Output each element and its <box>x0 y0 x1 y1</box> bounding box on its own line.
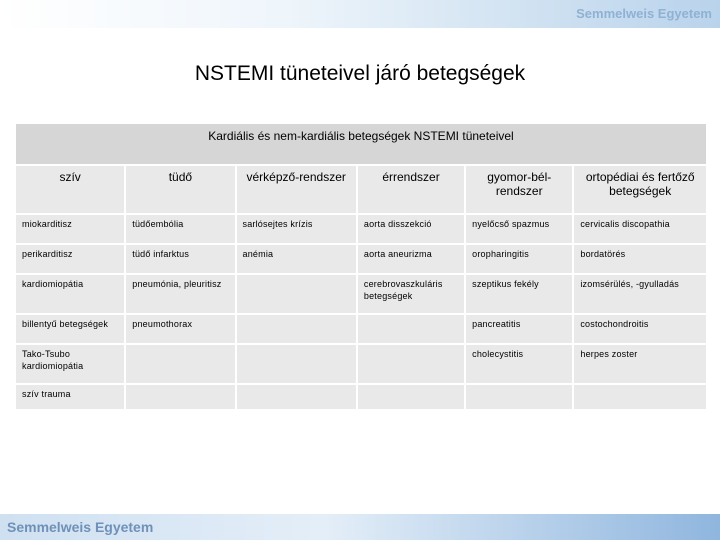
table-cell <box>574 385 706 409</box>
table-cell: izomsérülés, -gyulladás <box>574 275 706 313</box>
table-cell: Tako-Tsubo kardiomiopátia <box>16 345 124 383</box>
table-cell <box>358 345 464 383</box>
table-cell <box>237 345 356 383</box>
table-cell: tüdő infarktus <box>126 245 234 273</box>
table-cell: costochondroitis <box>574 315 706 343</box>
column-header: szív <box>16 166 124 213</box>
table-cell: pneumothorax <box>126 315 234 343</box>
table-cell: sarlósejtes krízis <box>237 215 356 243</box>
table-cell <box>358 315 464 343</box>
column-header: ortopédiai és fertőző betegségek <box>574 166 706 213</box>
table-cell <box>237 385 356 409</box>
table-cell <box>237 315 356 343</box>
table-cell: perikarditisz <box>16 245 124 273</box>
brand-logo-bottom: Semmelweis Egyetem <box>7 519 154 535</box>
table-cell: szeptikus fekély <box>466 275 572 313</box>
table-cell: kardiomiopátia <box>16 275 124 313</box>
table-cell <box>237 275 356 313</box>
table-cell: aorta disszekció <box>358 215 464 243</box>
table-cell: cerebrovaszkuláris betegségek <box>358 275 464 313</box>
table-cell: anémia <box>237 245 356 273</box>
table-cell: bordatörés <box>574 245 706 273</box>
table-cell: aorta aneurizma <box>358 245 464 273</box>
column-header: vérképző-rendszer <box>237 166 356 213</box>
table-cell: cholecystitis <box>466 345 572 383</box>
table-cell: miokarditisz <box>16 215 124 243</box>
table-row <box>16 275 706 313</box>
table-cell <box>126 385 234 409</box>
table-row <box>16 315 706 343</box>
column-header: gyomor-bél-rendszer <box>466 166 572 213</box>
table-caption: Kardiális és nem-kardiális betegségek NSTEMI tüneteivel <box>16 124 706 164</box>
table-cell: cervicalis discopathia <box>574 215 706 243</box>
slide-title: NSTEMI tüneteivel járó betegségek <box>194 62 526 85</box>
table-cell: pneumónia, pleuritisz <box>126 275 234 313</box>
table-row <box>16 245 706 273</box>
table-row <box>16 215 706 243</box>
column-header: érrendszer <box>358 166 464 213</box>
table-cell: billentyű betegségek <box>16 315 124 343</box>
table-row <box>16 385 706 409</box>
table-cell: pancreatitis <box>466 315 572 343</box>
table-cell <box>466 385 572 409</box>
column-header: tüdő <box>126 166 234 213</box>
brand-logo-top: Semmelweis Egyetem <box>576 6 712 21</box>
table-cell <box>126 345 234 383</box>
diseases-table <box>14 122 708 411</box>
table-cell: szív trauma <box>16 385 124 409</box>
table-row <box>16 345 706 383</box>
table-cell: herpes zoster <box>574 345 706 383</box>
table-cell: oropharingitis <box>466 245 572 273</box>
table-cell <box>358 385 464 409</box>
table-cell: nyelőcső spazmus <box>466 215 572 243</box>
table-cell: tüdőembólia <box>126 215 234 243</box>
